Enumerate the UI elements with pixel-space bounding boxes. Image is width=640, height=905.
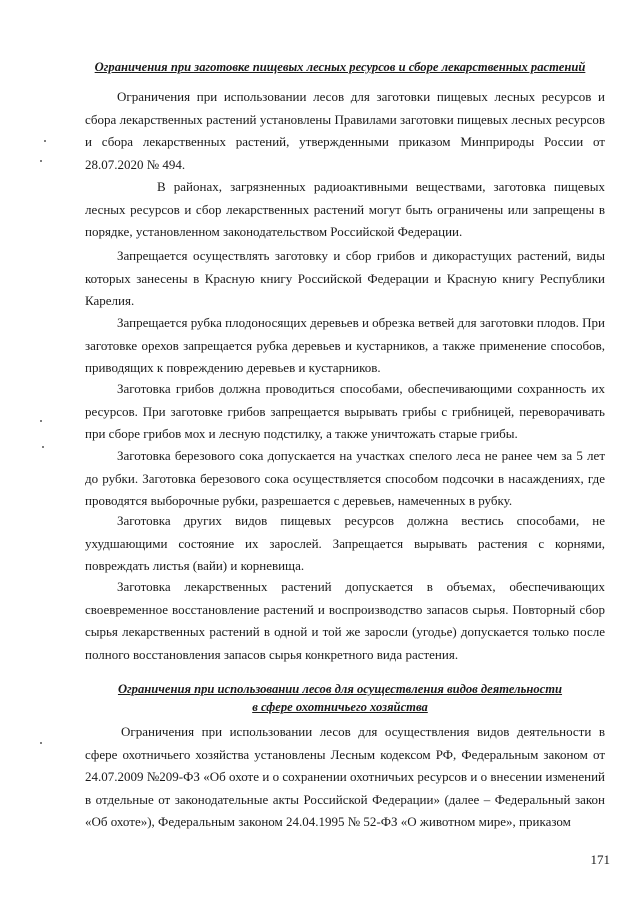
- scan-speck: [40, 420, 42, 422]
- paragraph: Ограничения при использовании лесов для заготовки пищевых лесных ресурсов и сбора лекарственных растений установлены Правилами заготовки пищевых лесных ресурсов и сбора лекарственных растений, утвержденными приказом Минприроды России от 28.07.2020 № 494.: [85, 89, 605, 172]
- section-heading-hunting: [70, 680, 610, 716]
- paragraph: В районах, загрязненных радиоактивными веществами, заготовка пищевых лесных ресурсов и сбор лекарственных растений могут быть ограничены или запрещены в порядке, установленном законодательством Российской Федерации.: [85, 179, 605, 240]
- scan-speck: [42, 446, 44, 448]
- page-number: 171: [590, 852, 610, 867]
- scan-speck: [44, 140, 46, 142]
- paragraph: Запрещается осуществлять заготовку и сбор грибов и дикорастущих растений, виды которых занесены в Красную книгу Российской Федерации и Красную книгу Республики Карелия.: [85, 248, 605, 309]
- heading-line: в сфере охотничьего хозяйства: [252, 700, 428, 714]
- heading-line: Ограничения при использовании лесов для осуществления видов деятельности: [117, 682, 563, 696]
- paragraph: Запрещается рубка плодоносящих деревьев и обрезка ветвей для заготовки плодов. При заготовке орехов запрещается рубка деревьев и кустарников, а также применение способов, приводящих к повреждению деревьев и кустарников.: [85, 315, 605, 376]
- paragraph: Заготовка березового сока допускается на участках спелого леса не ранее чем за 5 лет до рубки. Заготовка березового сока осуществляется способом подсочки в насаждениях, где проводятся выборочные рубки, разрешается с деревьев, намеченных в рубку.: [85, 448, 605, 509]
- scan-speck: [40, 160, 42, 162]
- paragraph: Заготовка грибов должна проводиться способами, обеспечивающими сохранность их ресурсов. При заготовке грибов запрещается вырывать грибы с грибницей, переворачивать при сборе грибов мох и лесную подстилку, а также уничтожать старые грибы.: [85, 381, 605, 442]
- section-heading-forest-resources: Ограничения при заготовке пищевых лесных ресурсов и сборе лекарственных растений: [94, 60, 586, 74]
- paragraph: Заготовка других видов пищевых ресурсов должна вестись способами, не ухудшающими состояние их зарослей. Запрещается вырывать растения с корнями, повреждать листья (вайи) и корневища.: [85, 513, 605, 574]
- paragraph: Заготовка лекарственных растений допускается в объемах, обеспечивающих своевременное восстановление растений и воспроизводство запасов сырья. Повторный сбор сырья лекарственных растений в одной и той же заросли (угодье) допускается только после полного восстановления запасов сырья конкретного вида растения.: [85, 579, 605, 662]
- scan-speck: [40, 742, 42, 744]
- paragraph: Ограничения при использовании лесов для осуществления видов деятельности в сфере охотничьего хозяйства установлены Лесным кодексом РФ, Федеральным законом от 24.07.2009 №209-ФЗ «Об охоте и о сохранении охотничьих ресурсов и о внесении изменений в отдельные от законодательные акты Российской Федерации» (далее – Федеральный закон «Об охоте»), Федеральным законом 24.04.1995 № 52-ФЗ «О животном мире», приказом: [85, 724, 605, 830]
